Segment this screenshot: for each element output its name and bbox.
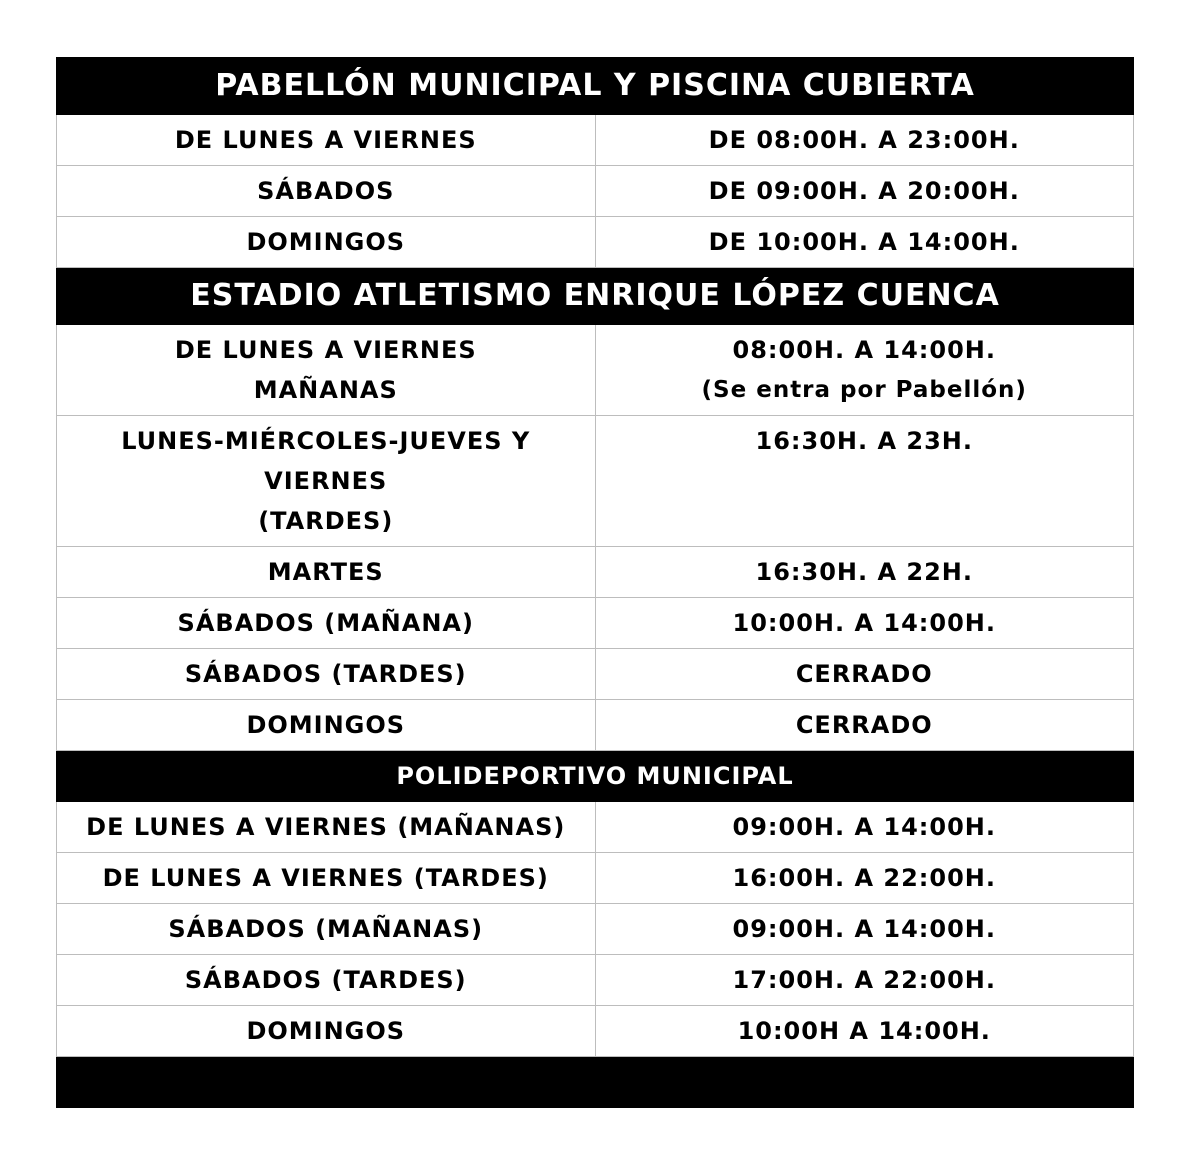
table-row: [57, 649, 1134, 700]
table-row: [57, 217, 1134, 268]
footer-bar: [57, 1057, 1134, 1108]
day-cell: DOMINGOS: [57, 700, 596, 751]
hours-cell: 09:00H. A 14:00H.: [595, 802, 1134, 853]
hours-note: (Se entra por Pabellón): [701, 377, 1027, 403]
hours-cell: CERRADO: [595, 700, 1134, 751]
hours-cell: DE 08:00H. A 23:00H.: [595, 115, 1134, 166]
day-cell: [57, 325, 596, 416]
section-title-estadio: ESTADIO ATLETISMO ENRIQUE LÓPEZ CUENCA: [57, 268, 1134, 325]
section-title-pabellon: PABELLÓN MUNICIPAL Y PISCINA CUBIERTA: [57, 58, 1134, 115]
table-row: [57, 904, 1134, 955]
day-cell: DOMINGOS: [57, 217, 596, 268]
table-row: [57, 700, 1134, 751]
hours-cell: DE 10:00H. A 14:00H.: [595, 217, 1134, 268]
hours-cell: 16:00H. A 22:00H.: [595, 853, 1134, 904]
day-line: VIERNES: [264, 467, 388, 495]
table-row: [57, 416, 1134, 547]
hours-cell: 10:00H A 14:00H.: [595, 1006, 1134, 1057]
day-cell: DE LUNES A VIERNES (TARDES): [57, 853, 596, 904]
day-cell: SÁBADOS (MAÑANA): [57, 598, 596, 649]
hours-cell: 09:00H. A 14:00H.: [595, 904, 1134, 955]
hours-cell: CERRADO: [595, 649, 1134, 700]
hours-cell: 16:30H. A 23H.: [595, 416, 1134, 547]
day-line: LUNES-MIÉRCOLES-JUEVES Y: [121, 427, 531, 455]
day-cell: SÁBADOS (TARDES): [57, 649, 596, 700]
day-cell: DOMINGOS: [57, 1006, 596, 1057]
section-header-row: [57, 751, 1134, 802]
day-cell: SÁBADOS (TARDES): [57, 955, 596, 1006]
day-cell: [57, 416, 596, 547]
day-cell: DE LUNES A VIERNES (MAÑANAS): [57, 802, 596, 853]
day-cell: SÁBADOS (MAÑANAS): [57, 904, 596, 955]
table-row: [57, 115, 1134, 166]
table-row: [57, 802, 1134, 853]
section-header-row: [57, 268, 1134, 325]
table-row: [57, 955, 1134, 1006]
hours-cell: DE 09:00H. A 20:00H.: [595, 166, 1134, 217]
table-row: [57, 598, 1134, 649]
hours-cell: 16:30H. A 22H.: [595, 547, 1134, 598]
schedule-table: [56, 57, 1134, 1108]
day-line: (TARDES): [258, 507, 394, 535]
footer-bar-cell: [57, 1057, 1134, 1108]
day-cell: MARTES: [57, 547, 596, 598]
table-row: [57, 166, 1134, 217]
table-row: [57, 1006, 1134, 1057]
section-header-row: [57, 58, 1134, 115]
section-title-polideportivo: POLIDEPORTIVO MUNICIPAL: [57, 751, 1134, 802]
day-cell: SÁBADOS: [57, 166, 596, 217]
hours-cell: 10:00H. A 14:00H.: [595, 598, 1134, 649]
day-cell: DE LUNES A VIERNES: [57, 115, 596, 166]
day-line: MAÑANAS: [253, 376, 398, 404]
day-line: DE LUNES A VIERNES: [174, 336, 477, 364]
hours-cell: 17:00H. A 22:00H.: [595, 955, 1134, 1006]
hours-line: 08:00H. A 14:00H.: [732, 336, 996, 364]
table-row: [57, 325, 1134, 416]
table-row: [57, 853, 1134, 904]
table-row: [57, 547, 1134, 598]
hours-cell: [595, 325, 1134, 416]
